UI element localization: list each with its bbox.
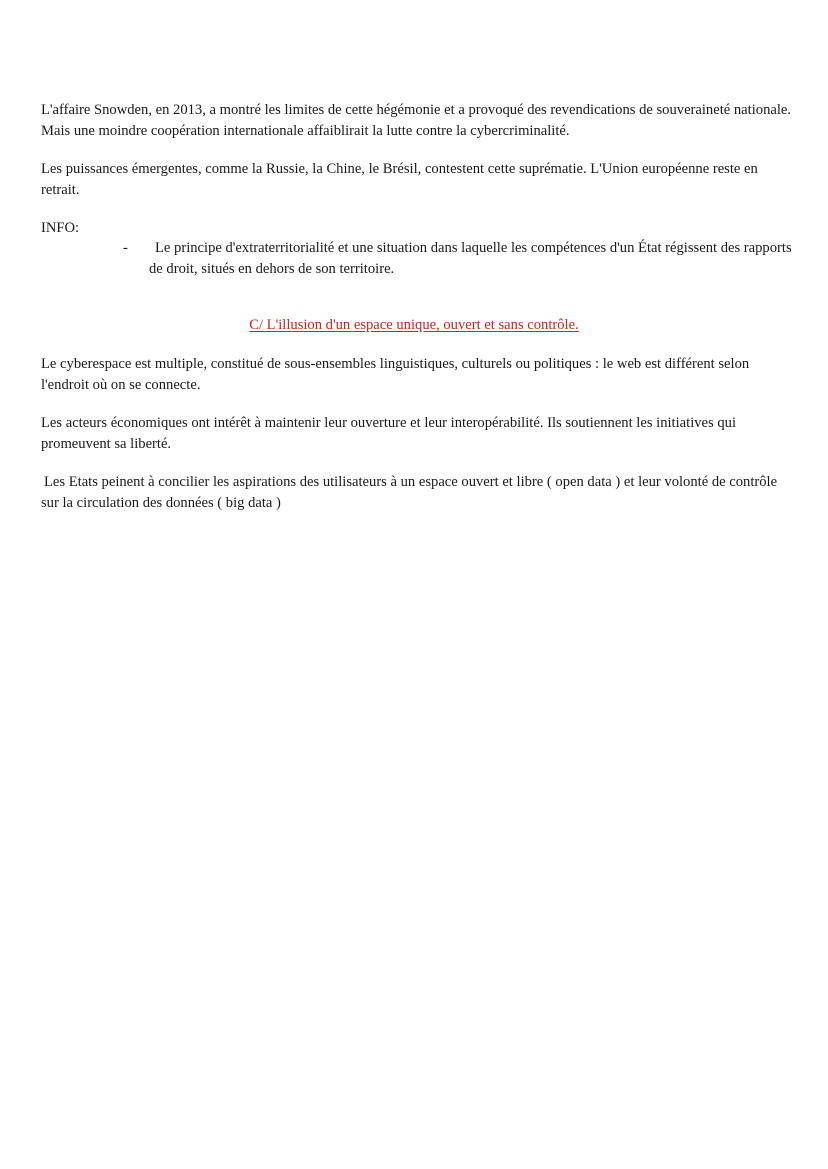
- paragraph-snowden: L'affaire Snowden, en 2013, a montré les limites de cette hégémonie et a provoqué des revendications de souveraineté nationale. Mais une moindre coopération internationale affaiblirait la lutte contre la cybercriminalité.: [41, 102, 792, 139]
- info-label: INFO:: [41, 220, 80, 236]
- section-heading: C/ L'illusion d'un espace unique, ouvert et sans contrôle.: [249, 317, 579, 333]
- paragraph-economic-actors: Les acteurs économiques ont intérêt à maintenir leur ouverture et leur interopérabilité. Ils soutiennent les initiatives qui promeuvent sa liberté.: [41, 415, 737, 452]
- paragraph-cyberspace: Le cyberespace est multiple, constitué de sous-ensembles linguistiques, culturels ou politiques : le web est différent selon l'endroit où on se connecte.: [41, 356, 750, 393]
- bullet-marker: -: [123, 240, 128, 256]
- bullet-text: Le principe d'extraterritorialité et une situation dans laquelle les compétences d'un État régissent des rapports de droit, situés en dehors de son territoire.: [149, 240, 792, 277]
- paragraph-states: Les Etats peinent à concilier les aspirations des utilisateurs à un espace ouvert et libre ( open data ) et leur volonté de contrôle sur la circulation des données ( big data ): [41, 474, 778, 511]
- paragraph-emerging-powers: Les puissances émergentes, comme la Russie, la Chine, le Brésil, contestent cette suprématie. L'Union européenne reste en retrait.: [41, 161, 758, 198]
